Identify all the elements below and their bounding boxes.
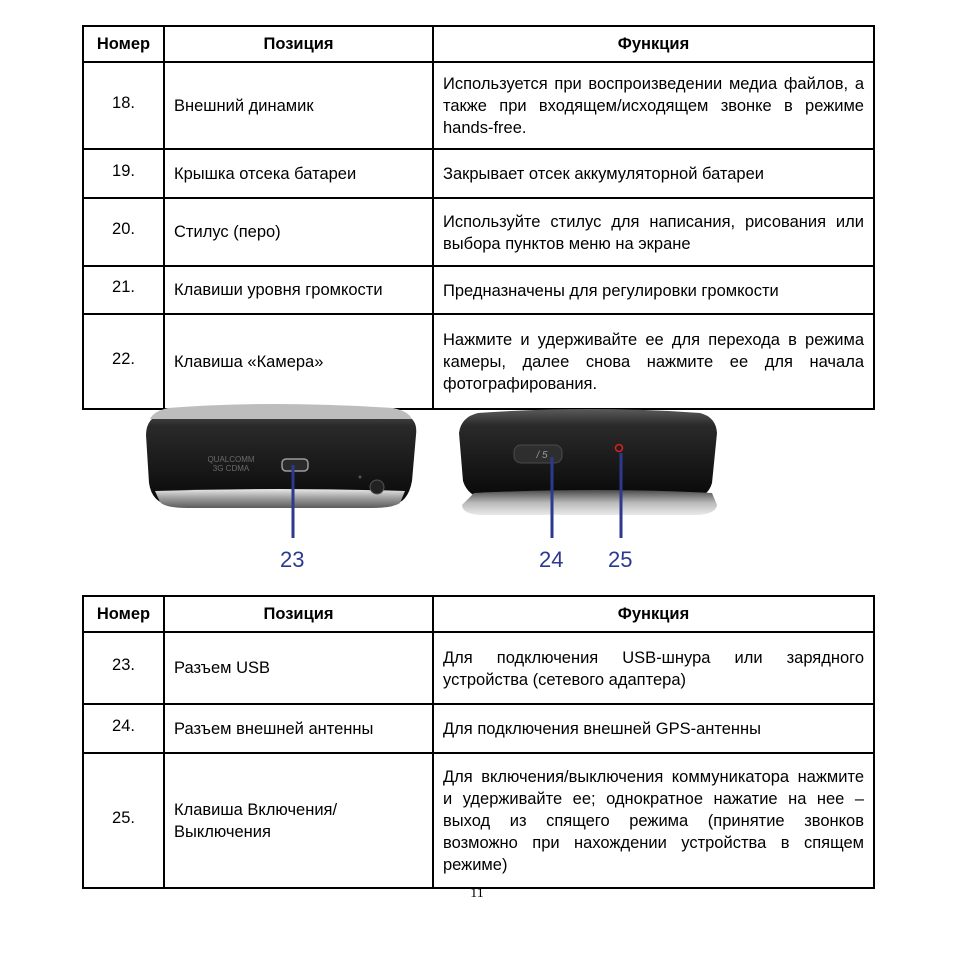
table-row: [83, 704, 874, 753]
row-number: 23.: [83, 632, 164, 704]
row-function: Используйте стилус для написания, рисования или выбора пунктов меню на экране: [433, 198, 874, 266]
row-position: Разъем внешней антенны: [164, 704, 433, 753]
table-header-row: [83, 26, 874, 62]
table-row: [83, 149, 874, 198]
row-number: 22.: [83, 314, 164, 409]
row-number: 19.: [83, 149, 164, 198]
table-row: [83, 62, 874, 149]
svg-text:/ 5: / 5: [536, 450, 548, 461]
callout-label-23: 23: [280, 547, 305, 572]
table-row: [83, 632, 874, 704]
device-chip-label: 3G CDMA: [212, 464, 250, 473]
header-position: Позиция: [164, 596, 433, 632]
page-number: 11: [470, 886, 484, 901]
row-function: Предназначены для регулировки громкости: [433, 266, 874, 314]
row-function: Используется при воспроизведении медиа файлов, а также при входящем/исходящем звонке в режиме hands-free.: [433, 62, 874, 149]
table-row: [83, 198, 874, 266]
header-number: Номер: [83, 596, 164, 632]
row-position: Разъем USB: [164, 632, 433, 704]
device-illustration: [0, 395, 954, 590]
header-function: Функция: [433, 596, 874, 632]
row-number: 21.: [83, 266, 164, 314]
device-top-view: [459, 409, 717, 515]
row-number: 24.: [83, 704, 164, 753]
row-position: Крышка отсека батареи: [164, 149, 433, 198]
spec-table-bottom: [82, 595, 875, 889]
device-chip-label: QUALCOMM: [207, 455, 255, 464]
spec-table-top: [82, 25, 875, 410]
usb-port-icon: [282, 459, 308, 471]
header-position: Позиция: [164, 26, 433, 62]
table-row: [83, 753, 874, 888]
row-position: Клавиша «Камера»: [164, 314, 433, 409]
header-function: Функция: [433, 26, 874, 62]
row-function: Для подключения внешней GPS-антенны: [433, 704, 874, 753]
row-function: Для включения/выключения коммуникатора нажмите и удерживайте ее; однократное нажатие на нее – выход из спящего режима (принятие звонков возможно при нахождении устройства в спящем режиме): [433, 753, 874, 888]
device-figure: [0, 395, 954, 590]
row-number: 20.: [83, 198, 164, 266]
row-function: Нажмите и удерживайте ее для перехода в режима камеры, далее снова нажмите ее для начала фотографирования.: [433, 314, 874, 409]
row-number: 25.: [83, 753, 164, 888]
row-position: Внешний динамик: [164, 62, 433, 149]
device-bottom-view: [146, 404, 416, 508]
row-position: Стилус (перо): [164, 198, 433, 266]
callout-label-24: 24: [539, 547, 564, 572]
table-row: [83, 266, 874, 314]
row-function: Для подключения USB-шнура или зарядного устройства (сетевого адаптера): [433, 632, 874, 704]
table-header-row: [83, 596, 874, 632]
row-position: Клавиша Включения/Выключения: [164, 753, 433, 888]
row-function: Закрывает отсек аккумуляторной батареи: [433, 149, 874, 198]
row-number: 18.: [83, 62, 164, 149]
callout-label-25: 25: [608, 547, 633, 572]
row-position: Клавиши уровня громкости: [164, 266, 433, 314]
header-number: Номер: [83, 26, 164, 62]
